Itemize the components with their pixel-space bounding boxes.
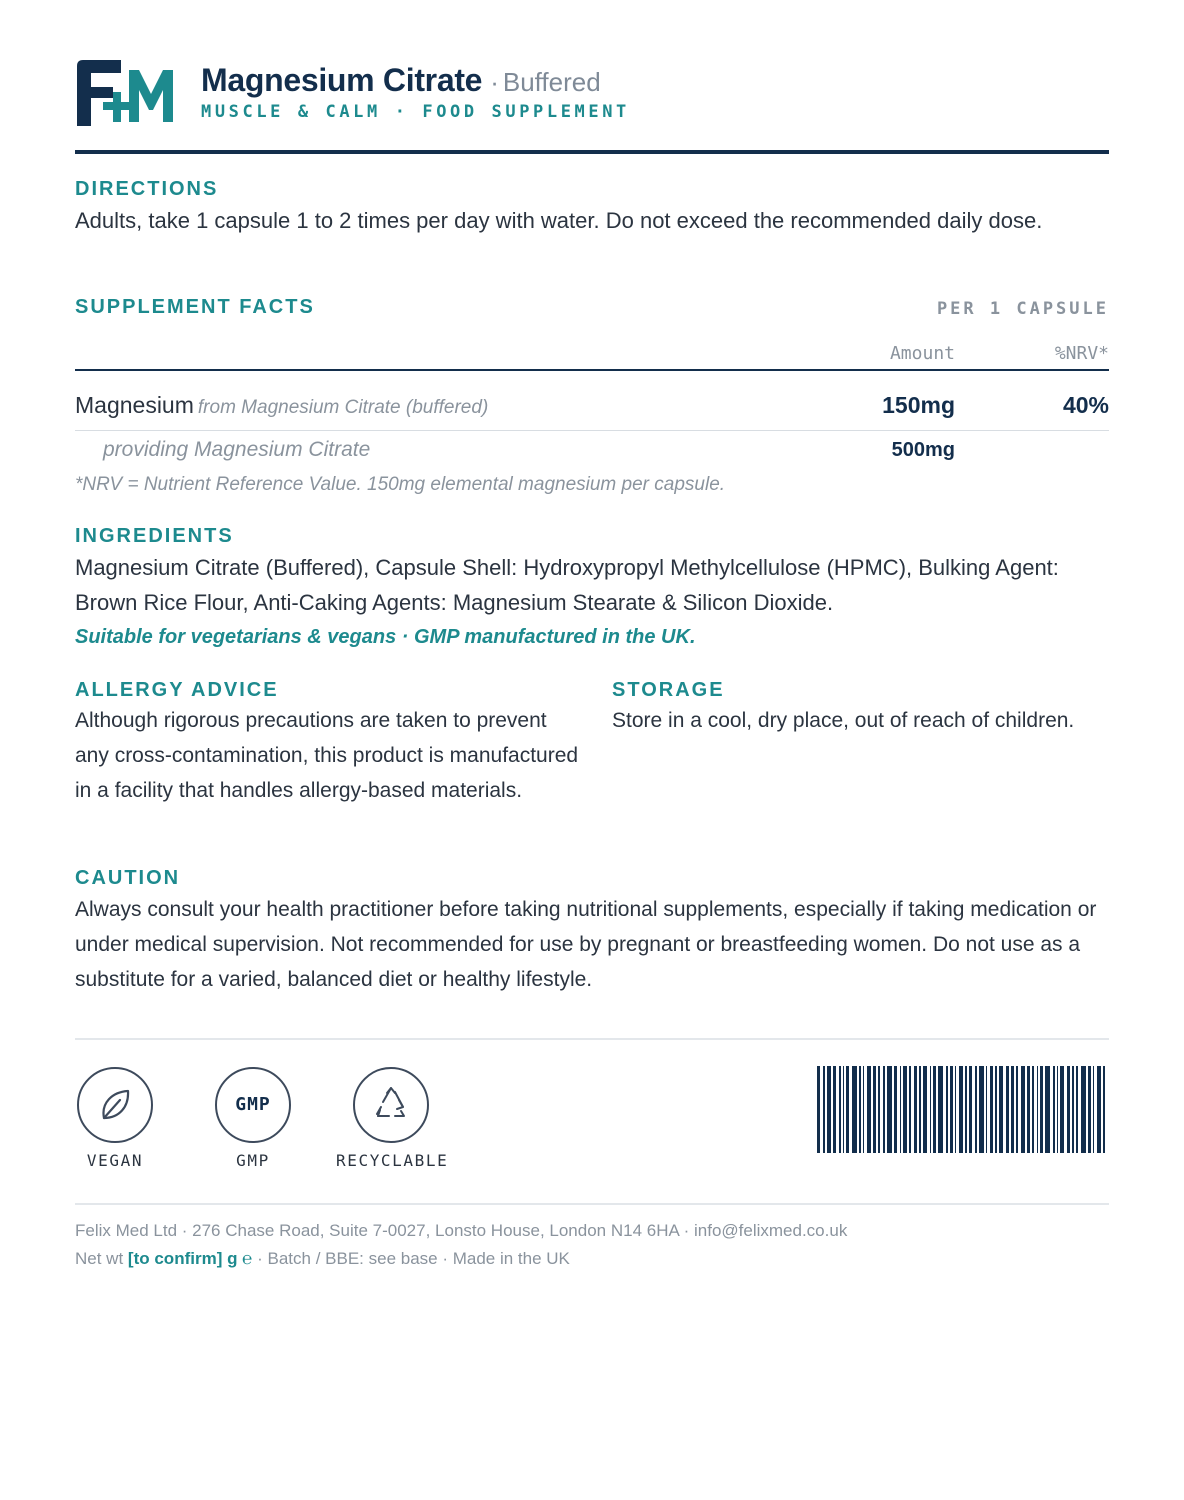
barcode-bar xyxy=(883,1066,885,1153)
nrv-column-header: %NRV* xyxy=(1054,343,1109,364)
nrv-footnote: *NRV = Nutrient Reference Value. 150mg elemental magnesium per capsule. xyxy=(75,474,726,495)
barcode-bar xyxy=(903,1066,907,1153)
barcode-bar xyxy=(959,1066,963,1153)
barcode-bar xyxy=(1011,1066,1014,1153)
subtitle-text: Buffered xyxy=(502,67,601,97)
barcode-bar xyxy=(914,1066,917,1153)
net-weight-line xyxy=(75,1249,570,1269)
gmp-badge xyxy=(215,1067,291,1143)
title-row xyxy=(201,62,601,99)
facts-rule xyxy=(75,369,1109,371)
company-address: Felix Med Ltd · 276 Chase Road, Suite 7-0027, Lonsto House, London N14 6HA · info@felixmed.co.uk xyxy=(75,1221,848,1240)
gmp-icon xyxy=(215,1067,291,1143)
barcode-bar xyxy=(990,1066,993,1153)
table-row xyxy=(75,432,1109,472)
recycle-icon xyxy=(353,1067,429,1143)
ingredients-heading: INGREDIENTS xyxy=(75,525,234,547)
barcode-bar xyxy=(969,1066,972,1153)
barcode-bar xyxy=(1067,1066,1070,1153)
barcode-bar xyxy=(919,1066,921,1153)
barcode-bar xyxy=(1097,1066,1101,1153)
storage-text: Store in a cool, dry place, out of reach of children. xyxy=(612,709,1075,732)
barcode-bar xyxy=(817,1066,820,1153)
barcode-bar xyxy=(965,1066,967,1153)
barcode-bar xyxy=(894,1066,897,1153)
divider xyxy=(75,1203,1109,1205)
barcode-bar xyxy=(938,1066,943,1153)
ingredients-text: Magnesium Citrate (Buffered), Capsule Shell: Hydroxypropyl Methylcellulose (HPMC), Bulking Agent: Brown Rice Flour, Anti-Caking Agents: Magnesium Stearate & Silicon Dioxide. xyxy=(75,555,1059,615)
tagline: MUSCLE & CALM · FOOD SUPPLEMENT xyxy=(201,102,630,122)
barcode-bar xyxy=(839,1066,841,1153)
barcode-bar xyxy=(950,1066,953,1153)
table-row xyxy=(75,380,1109,431)
barcode-bar xyxy=(1103,1066,1105,1153)
barcode xyxy=(817,1066,1107,1153)
per-capsule-label: PER 1 CAPSULE xyxy=(936,299,1109,319)
nutrient-name: providing Magnesium Citrate xyxy=(103,438,371,461)
header xyxy=(75,58,1109,154)
barcode-bar xyxy=(946,1066,948,1153)
barcode-bar xyxy=(933,1066,936,1153)
barcode-bar xyxy=(1027,1066,1030,1153)
barcode-bar xyxy=(846,1066,849,1153)
net-value: [to confirm] g ℮ xyxy=(127,1249,253,1268)
barcode-bar xyxy=(873,1066,876,1153)
barcode-bar xyxy=(1060,1066,1064,1153)
leaf-icon xyxy=(77,1067,153,1143)
nutrient-nrv: 40% xyxy=(1062,392,1109,418)
barcode-bar xyxy=(852,1066,857,1153)
nutrient-source: from Magnesium Citrate (buffered) xyxy=(197,397,489,418)
barcode-bar xyxy=(1093,1066,1094,1153)
barcode-bar xyxy=(1057,1066,1058,1153)
barcode-bar xyxy=(1016,1066,1018,1153)
allergy-heading: ALLERGY ADVICE xyxy=(75,679,279,701)
barcode-bar xyxy=(1053,1066,1055,1153)
barcode-bar xyxy=(1037,1066,1038,1153)
barcode-bar xyxy=(986,1066,987,1153)
barcode-bar xyxy=(887,1066,892,1153)
barcode-bar xyxy=(909,1066,911,1153)
barcode-bar xyxy=(999,1066,1003,1153)
product-subtitle xyxy=(490,67,601,97)
barcode-bar xyxy=(1021,1066,1025,1153)
storage-heading: STORAGE xyxy=(612,679,725,701)
directions-text: Adults, take 1 capsule 1 to 2 times per day with water. Do not exceed the recommended daily dose. xyxy=(75,208,1043,233)
barcode-bar xyxy=(975,1066,977,1153)
barcode-bar xyxy=(1072,1066,1074,1153)
gmp-label: GMP xyxy=(236,1151,270,1170)
product-title: Magnesium Citrate xyxy=(201,62,483,98)
recyclable-badge xyxy=(353,1067,429,1143)
barcode-bar xyxy=(843,1066,844,1153)
nutrient-amount: 150mg xyxy=(882,392,955,418)
barcode-bar xyxy=(833,1066,836,1153)
nutrient-name xyxy=(75,392,488,419)
barcode-bar xyxy=(1006,1066,1009,1153)
vegan-badge xyxy=(77,1067,153,1143)
brand-logo xyxy=(77,60,175,126)
barcode-bar xyxy=(1045,1066,1050,1153)
gmp-icon-text: GMP xyxy=(235,1094,271,1115)
barcode-bar xyxy=(1081,1066,1086,1153)
barcode-bar xyxy=(955,1066,956,1153)
subtitle-separator: · xyxy=(490,67,499,97)
caution-heading: CAUTION xyxy=(75,867,181,889)
barcode-bar xyxy=(1076,1066,1078,1153)
barcode-bar xyxy=(995,1066,997,1153)
barcode-bar xyxy=(827,1066,831,1153)
net-suffix: · Batch / BBE: see base · Made in the UK xyxy=(257,1249,570,1268)
barcode-bar xyxy=(863,1066,864,1153)
barcode-bar xyxy=(867,1066,871,1153)
divider xyxy=(75,1038,1109,1040)
barcode-bar xyxy=(1032,1066,1034,1153)
recyclable-label: RECYCLABLE xyxy=(336,1151,449,1170)
barcode-bar xyxy=(878,1066,880,1153)
barcode-bar xyxy=(923,1066,927,1153)
facts-heading: SUPPLEMENT FACTS xyxy=(75,296,315,318)
barcode-bar xyxy=(1088,1066,1091,1153)
net-prefix: Net wt xyxy=(75,1249,124,1268)
nutrient-amount: 500mg xyxy=(891,439,955,461)
barcode-bar xyxy=(979,1066,984,1153)
barcode-bar xyxy=(823,1066,825,1153)
barcode-bar xyxy=(930,1066,931,1153)
barcode-bar xyxy=(900,1066,901,1153)
directions-heading: DIRECTIONS xyxy=(75,178,219,200)
nutrient-label: Magnesium xyxy=(75,392,194,418)
barcode-bar xyxy=(1040,1066,1043,1153)
amount-column-header: Amount xyxy=(889,343,955,364)
caution-text: Always consult your health practitioner before taking nutritional supplements, especially if taking medication or under medical supervision. Not recommended for use by pregnant or breastfeeding women. Do not use as a substitute for a varied, balanced diet or healthy lifestyle. xyxy=(75,898,1097,991)
allergy-text: Although rigorous precautions are taken to prevent any cross-contamination, this product is manufactured in a facility that handles allergy-based materials. xyxy=(75,709,579,802)
suitability-note: Suitable for vegetarians & vegans · GMP manufactured in the UK. xyxy=(75,626,696,648)
barcode-bar xyxy=(859,1066,861,1153)
vegan-label: VEGAN xyxy=(86,1151,144,1170)
